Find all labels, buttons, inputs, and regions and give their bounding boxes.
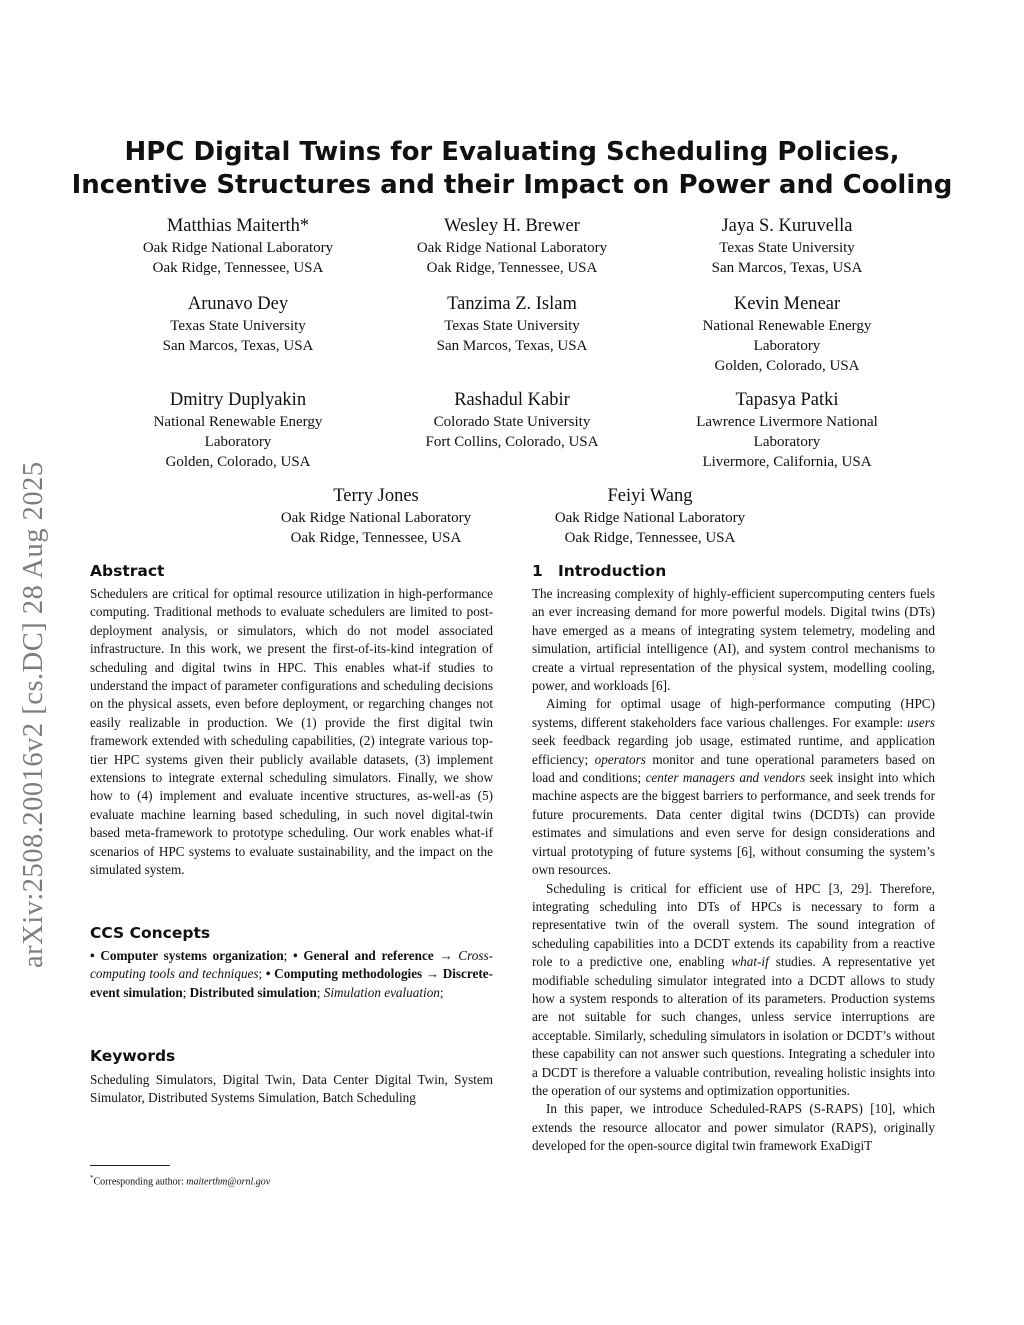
intro-paragraph: The increasing complexity of highly-efficient supercomputing centers fuels an ever increasing demand for more powerful models. Digital twins (DTs) have emerged as a means of integrating system telemetry, modeling and simulation, artificial intelligence (AI), and system control mechanisms to create a virtual representation of the physical system, modelling cooling, power, and workloads [6]. xyxy=(532,586,935,694)
author-affiliation: Laboratory xyxy=(753,434,821,450)
abstract-text: Schedulers are critical for optimal resource utilization in high-performance computing. Traditional methods to evaluate schedulers are limited to post-deployment analysis, or simulators, which do not model associated infrastructure. In this work, we present the first-of-its-kind integration of scheduling and digital twins in HPC. This enables what-if studies to understand the impact of parameter configurations and scheduling decisions on the physical assets, even before deployment, or regarching changes not easily realizable in production. We (1) provide the first digital twin framework extended with scheduling capabilities, (2) integrate various top-tier HPC systems given their publicly available datasets, (3) implement extensions to integrate external scheduling simulators. Finally, we show how to (4) implement and evaluate incentive structures, as-well-as (5) evaluate machine learning based scheduling, in such novel digital-twin based meta-framework to prototype scheduling. Our work enables what-if scenarios of HPC systems to evaluate sustainability, and the impact on the simulated system. xyxy=(90,586,493,878)
section-title: Introduction xyxy=(558,562,667,580)
author-affiliation: Laboratory xyxy=(204,434,272,450)
text-run: Aiming for optimal usage of high-performance computing (HPC) systems, different stakeholders face various challenges. For example: xyxy=(532,696,935,730)
author-email: maiterthm@ornl.gov xyxy=(186,1176,271,1188)
author-name: Feiyi Wang xyxy=(607,486,693,506)
emphasis: users xyxy=(907,714,935,730)
author-block xyxy=(637,292,937,376)
author-affiliation: Oak Ridge, Tennessee, USA xyxy=(564,530,736,546)
ccs-concept: Distributed simulation xyxy=(189,984,317,1000)
text-run: monitor and tune operational parameters based on load and conditions; xyxy=(532,751,935,786)
text-run: studies. A representative yet modifiable scheduling simulator integrated into a DCDT allows to study how a system responds to alteration of its parameters. Production systems are not suitable for such changes, unless service interruptions are acceptable. Similarly, scheduling simulators in isolation or DCDT’s without these capability can not answer such questions. Integrating a scheduler into a DCDT is therefore a valuable contribution, revealing holistic insights into the operation of our systems and optimization opportunities. xyxy=(532,954,935,1098)
author-name: Tanzima Z. Islam xyxy=(447,294,577,314)
abstract-heading: Abstract xyxy=(90,562,165,580)
author-affiliation: Lawrence Livermore National xyxy=(696,414,878,430)
emphasis: operators xyxy=(594,751,646,767)
intro-paragraph xyxy=(532,880,935,1101)
ccs-heading: CCS Concepts xyxy=(90,924,211,942)
author-affiliation: Laboratory xyxy=(753,338,821,354)
author-affiliation: San Marcos, Texas, USA xyxy=(711,260,863,276)
author-block xyxy=(88,292,388,356)
author-affiliation: Oak Ridge National Laboratory xyxy=(554,510,746,526)
ccs-concept: → Cross-computing tools and techniques xyxy=(90,948,493,982)
arxiv-stamp: arXiv:2508.20016v2 [cs.DC] 28 Aug 2025 xyxy=(18,461,49,968)
author-affiliation: Oak Ridge, Tennessee, USA xyxy=(426,260,598,276)
introduction-body xyxy=(532,585,935,1156)
author-name: Dmitry Duplyakin xyxy=(169,390,307,410)
paper-title: HPC Digital Twins for Evaluating Scheduling Policies, Incentive Structures and their Impact on Power and Cooling xyxy=(71,137,953,200)
author-affiliation: Texas State University xyxy=(719,240,855,256)
author-affiliation: Oak Ridge National Laboratory xyxy=(142,240,334,256)
author-block xyxy=(500,484,800,548)
author-block xyxy=(362,388,662,452)
author-affiliation: National Renewable Energy xyxy=(702,318,872,334)
ccs-separator: ; xyxy=(182,984,190,1000)
author-affiliation: Golden, Colorado, USA xyxy=(165,454,311,470)
author-affiliation: Colorado State University xyxy=(433,414,591,430)
ccs-concept: Simulation evaluation xyxy=(323,984,440,1000)
ccs-separator: ; xyxy=(283,948,294,963)
author-affiliation: National Renewable Energy xyxy=(153,414,323,430)
author-affiliation: Fort Collins, Colorado, USA xyxy=(425,434,599,450)
section-number: 1 xyxy=(532,562,543,580)
author-block xyxy=(637,214,937,278)
footnote-rule xyxy=(90,1165,170,1166)
ccs-separator: ; xyxy=(316,984,321,1000)
author-block xyxy=(362,292,662,356)
keywords-text: Scheduling Simulators, Digital Twin, Data Center Digital Twin, System Simulator, Distributed Systems Simulation, Batch Scheduling xyxy=(90,1072,493,1106)
introduction-heading xyxy=(532,561,935,581)
author-name: Terry Jones xyxy=(333,486,419,506)
footnote-label: Corresponding author: xyxy=(93,1176,187,1188)
ccs-concept: • General and reference xyxy=(293,948,434,963)
footnote xyxy=(90,1171,270,1189)
ccs-concept: • Computing methodologies → Discrete-event simulation xyxy=(90,966,493,1000)
author-name: Jaya S. Kuruvella xyxy=(721,216,853,236)
intro-paragraph: In this paper, we introduce Scheduled-RAPS (S-RAPS) [10], which extends the resource allocator and power simulator (RAPS), originally developed for the open-source digital twin framework ExaDigiT xyxy=(532,1101,935,1154)
author-affiliation: San Marcos, Texas, USA xyxy=(436,338,588,354)
author-name: Matthias Maiterth* xyxy=(166,216,310,236)
author-affiliation: Oak Ridge, Tennessee, USA xyxy=(152,260,324,276)
author-name: Kevin Menear xyxy=(733,294,841,314)
text-run: seek feedback regarding job usage, estimated runtime, and application efficiency; xyxy=(532,733,935,767)
author-affiliation: San Marcos, Texas, USA xyxy=(162,338,314,354)
ccs-separator: ; xyxy=(258,966,266,982)
author-affiliation: Oak Ridge National Laboratory xyxy=(416,240,608,256)
author-name: Tapasya Patki xyxy=(735,390,839,410)
author-affiliation: Livermore, California, USA xyxy=(702,454,872,470)
author-affiliation: Golden, Colorado, USA xyxy=(714,358,860,374)
ccs-concept: • Computer systems organization xyxy=(90,948,284,963)
author-block xyxy=(362,214,662,278)
emphasis: center managers and vendors xyxy=(645,770,806,786)
text-run: Scheduling is critical for efficient use of HPC [3, 29]. Therefore, integrating scheduling into DTs of HPCs is necessary to form a representative twin of the overall system. The sound integration of scheduling capabilities into a DCDT extends its capability from a reactive role to a predictive one, enabling xyxy=(532,880,935,970)
footnote-mark: * xyxy=(90,1174,94,1182)
author-name: Rashadul Kabir xyxy=(454,390,570,410)
author-affiliation: Oak Ridge National Laboratory xyxy=(280,510,472,526)
author-affiliation: Texas State University xyxy=(444,318,580,334)
author-name: Arunavo Dey xyxy=(187,294,289,314)
text-run: seek insight into which machine aspects are the biggest barriers to performance, and seek trends for future procurements. Data center digital twins (DCDTs) can provide estimates and simulations and even serve for design considerations and virtual prototyping of future systems [6], without consuming the system’s own resources. xyxy=(532,770,935,878)
ccs-separator: ; xyxy=(439,984,444,1000)
author-name: Wesley H. Brewer xyxy=(444,216,580,236)
author-block xyxy=(88,214,388,278)
ccs-concepts xyxy=(90,947,493,1002)
author-block xyxy=(226,484,526,548)
author-block xyxy=(637,388,937,472)
intro-paragraph xyxy=(532,695,935,879)
emphasis: what-if xyxy=(731,954,769,970)
author-affiliation: Oak Ridge, Tennessee, USA xyxy=(290,530,462,546)
author-affiliation: Texas State University xyxy=(170,318,306,334)
author-block xyxy=(88,388,388,472)
keywords-heading: Keywords xyxy=(90,1047,176,1065)
